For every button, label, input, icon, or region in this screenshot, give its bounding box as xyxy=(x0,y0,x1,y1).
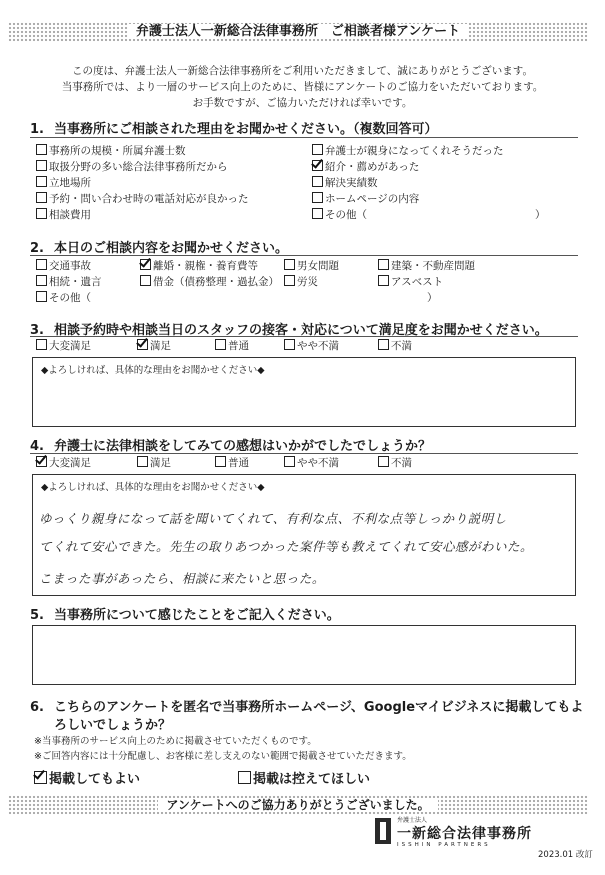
q3-comment-box[interactable] xyxy=(32,357,576,427)
logo-mark-icon xyxy=(375,818,391,844)
checkbox[interactable] xyxy=(378,456,389,467)
checkbox[interactable] xyxy=(238,771,251,784)
checkbox-checked[interactable] xyxy=(137,339,148,350)
q1-option-8[interactable] xyxy=(312,192,419,206)
q3-option-label: 満足 xyxy=(150,340,171,352)
checkbox[interactable] xyxy=(36,275,47,286)
q6-option-label: 掲載してもよい xyxy=(49,772,141,787)
q2-option-8[interactable] xyxy=(378,275,443,289)
q2-option-7[interactable] xyxy=(284,275,318,289)
q4-option-5[interactable] xyxy=(378,456,412,470)
checkbox[interactable] xyxy=(284,275,295,286)
thanks-message: アンケートへのご協力ありがとうございました。 xyxy=(158,798,437,812)
q1-option-label: 事務所の規模・所属弁護士数 xyxy=(49,145,186,157)
logo-subtitle: 弁護士法人 xyxy=(397,817,428,824)
q1-option-1[interactable] xyxy=(36,144,186,158)
q1-option-2[interactable] xyxy=(312,144,504,158)
q4-option-2[interactable] xyxy=(137,456,171,470)
checkbox[interactable] xyxy=(36,208,47,219)
checkbox[interactable] xyxy=(36,259,47,270)
q3-divider xyxy=(30,336,578,337)
checkbox[interactable] xyxy=(137,456,148,467)
q6-title-line-1 xyxy=(30,696,583,715)
q1-option-4[interactable] xyxy=(312,160,419,174)
q3-option-3[interactable] xyxy=(215,339,249,353)
q1-option-label: ホームページの内容 xyxy=(325,193,420,205)
q2-option-label: その他（ ） xyxy=(49,292,438,304)
checkbox[interactable] xyxy=(284,259,295,270)
checkbox[interactable] xyxy=(312,192,323,203)
q4-handwriting-line-3: こまった事があったら、相談に来たいと思った。 xyxy=(39,571,325,586)
checkbox[interactable] xyxy=(215,339,226,350)
q4-handwriting-line-2: てくれて安心できた。先生の取りあつかった案件等も教えてくれて安心感がわいた。 xyxy=(39,539,534,554)
q1-option-label: 紹介・薦めがあった xyxy=(325,161,420,173)
q3-option-label: やや不満 xyxy=(297,340,339,352)
q6-note-1: ※当事務所のサービス向上のために掲載させていただくものです。 xyxy=(34,736,317,747)
q4-option-label: 大変満足 xyxy=(49,457,91,469)
q2-option-3[interactable] xyxy=(284,259,339,273)
q5-title xyxy=(30,604,340,623)
checkbox-checked[interactable] xyxy=(34,771,47,784)
q4-option-label: 不満 xyxy=(391,457,412,469)
q2-divider xyxy=(30,255,578,256)
checkbox[interactable] xyxy=(378,339,389,350)
checkbox[interactable] xyxy=(36,192,47,203)
checkbox[interactable] xyxy=(36,160,47,171)
q1-divider xyxy=(30,137,578,138)
q6-note-2: ※ご回答内容には十分配慮し、お客様に差し支えのない範囲で掲載させていただきます。 xyxy=(34,751,412,762)
q1-option-label: 解決実績数 xyxy=(325,177,378,189)
q1-title xyxy=(30,118,438,137)
q2-option-label: 借金（債務整理・過払金） xyxy=(153,276,279,288)
q2-option-5[interactable] xyxy=(36,275,102,289)
checkbox[interactable] xyxy=(36,144,47,155)
checkbox[interactable] xyxy=(312,208,323,219)
q4-option-3[interactable] xyxy=(215,456,249,470)
q1-option-9[interactable] xyxy=(36,208,91,222)
q4-handwriting-line-1: ゆっくり親身になって話を聞いてくれて、有利な点、不利な点等しっかり説明し xyxy=(39,511,507,526)
checkbox[interactable] xyxy=(36,339,47,350)
checkbox-checked[interactable] xyxy=(312,160,323,171)
q1-option-7[interactable] xyxy=(36,192,249,206)
q6-option-publish-no[interactable] xyxy=(238,768,370,787)
q3-option-1[interactable] xyxy=(36,339,91,353)
q3-option-5[interactable] xyxy=(378,339,412,353)
q4-comment-prompt: ◆よろしければ、具体的な理由をお聞かせください◆ xyxy=(41,482,265,493)
q2-option-4[interactable] xyxy=(378,259,475,273)
q4-option-1[interactable] xyxy=(36,456,91,470)
q3-option-label: 大変満足 xyxy=(49,340,91,352)
checkbox[interactable] xyxy=(312,176,323,187)
q5-comment-box[interactable] xyxy=(32,625,576,685)
q1-number: 1. xyxy=(30,122,44,137)
q4-divider xyxy=(30,453,578,454)
q2-option-2[interactable] xyxy=(140,259,258,273)
q6-number: 6. xyxy=(30,700,44,715)
q1-option-label: その他（ ） xyxy=(325,209,546,221)
q1-option-label: 立地場所 xyxy=(49,177,91,189)
q3-title-text: 相談予約時や相談当日のスタッフの接客・対応について満足度をお聞かせください。 xyxy=(54,323,548,338)
q3-option-label: 普通 xyxy=(228,340,249,352)
intro-line-1: この度は、弁護士法人一新総合法律事務所をご利用いただきまして、誠にありがとうございます。 xyxy=(72,65,533,77)
q2-option-label: 男女問題 xyxy=(297,260,339,272)
checkbox[interactable] xyxy=(215,456,226,467)
q6-option-publish-ok[interactable] xyxy=(34,768,140,787)
revision-date: 2023.01 改訂 xyxy=(538,850,593,860)
q3-option-2[interactable] xyxy=(137,339,171,353)
q2-option-6[interactable] xyxy=(140,275,279,289)
q4-option-label: 普通 xyxy=(228,457,249,469)
q3-number: 3. xyxy=(30,323,44,338)
q1-option-3[interactable] xyxy=(36,160,228,174)
firm-logo xyxy=(375,812,535,864)
checkbox[interactable] xyxy=(140,275,151,286)
q1-option-6[interactable] xyxy=(312,176,378,190)
q2-option-label: 離婚・親権・養育費等 xyxy=(153,260,258,272)
checkbox-checked[interactable] xyxy=(140,259,151,270)
intro-line-3: お手数ですが、ご協力いただければ幸いです。 xyxy=(192,97,413,109)
q6-title-line-2: ろしいでしょうか？ xyxy=(54,718,172,733)
q2-option-label: 交通事故 xyxy=(49,260,91,272)
q1-title-text: 当事務所にご相談された理由をお聞かせください。（複数回答可） xyxy=(54,122,438,137)
q2-option-label: 建築・不動産問題 xyxy=(391,260,475,272)
logo-english-name: ISSHIN PARTNERS xyxy=(397,842,491,848)
q3-comment-prompt: ◆よろしければ、具体的な理由をお聞かせください◆ xyxy=(41,365,265,376)
q1-option-10[interactable] xyxy=(312,208,546,222)
q2-title xyxy=(30,237,288,256)
q1-option-label: 相談費用 xyxy=(49,209,91,221)
q4-option-label: 満足 xyxy=(150,457,171,469)
q4-title xyxy=(30,435,431,454)
q4-number: 4. xyxy=(30,439,44,454)
q3-option-4[interactable] xyxy=(284,339,339,353)
intro-line-2: 当事務所では、より一層のサービス向上のために、皆様にアンケートのご協力をいただいております。 xyxy=(61,81,544,93)
checkbox[interactable] xyxy=(36,176,47,187)
checkbox[interactable] xyxy=(36,291,47,302)
checkbox[interactable] xyxy=(378,259,389,270)
q2-option-9[interactable] xyxy=(36,291,438,305)
survey-title: 弁護士法人一新総合法律事務所 ご相談者様アンケート xyxy=(128,24,468,39)
q6-title-text-1: こちらのアンケートを匿名で当事務所ホームページ、Googleマイビジネスに掲載してもよ xyxy=(54,700,584,715)
q5-number: 5. xyxy=(30,608,44,623)
q6-option-label: 掲載は控えてほしい xyxy=(253,772,371,787)
checkbox[interactable] xyxy=(284,456,295,467)
q3-option-label: 不満 xyxy=(391,340,412,352)
q1-option-label: 取扱分野の多い総合法律事務所だから xyxy=(49,161,228,173)
q2-option-label: アスベスト xyxy=(391,276,444,288)
q2-number: 2. xyxy=(30,241,44,256)
q2-option-1[interactable] xyxy=(36,259,91,273)
q4-title-text: 弁護士に法律相談をしてみての感想はいかがでしたでしょうか？ xyxy=(54,439,432,454)
q1-option-5[interactable] xyxy=(36,176,91,190)
checkbox-checked[interactable] xyxy=(36,456,47,467)
q4-option-label: やや不満 xyxy=(297,457,339,469)
checkbox[interactable] xyxy=(378,275,389,286)
q4-option-4[interactable] xyxy=(284,456,339,470)
q5-title-text: 当事務所について感じたことをご記入ください。 xyxy=(54,608,340,623)
q2-title-text: 本日のご相談内容をお聞かせください。 xyxy=(54,241,289,256)
q1-option-label: 予約・問い合わせ時の電話対応が良かった xyxy=(49,193,249,205)
q2-option-label: 労災 xyxy=(297,276,318,288)
checkbox[interactable] xyxy=(312,144,323,155)
q4-comment-box[interactable] xyxy=(32,474,576,596)
header-band xyxy=(8,22,588,42)
checkbox[interactable] xyxy=(284,339,295,350)
q2-option-label: 相続・遺言 xyxy=(49,276,102,288)
logo-firm-name: 一新総合法律事務所 xyxy=(397,826,532,842)
q1-option-label: 弁護士が親身になってくれそうだった xyxy=(325,145,504,157)
